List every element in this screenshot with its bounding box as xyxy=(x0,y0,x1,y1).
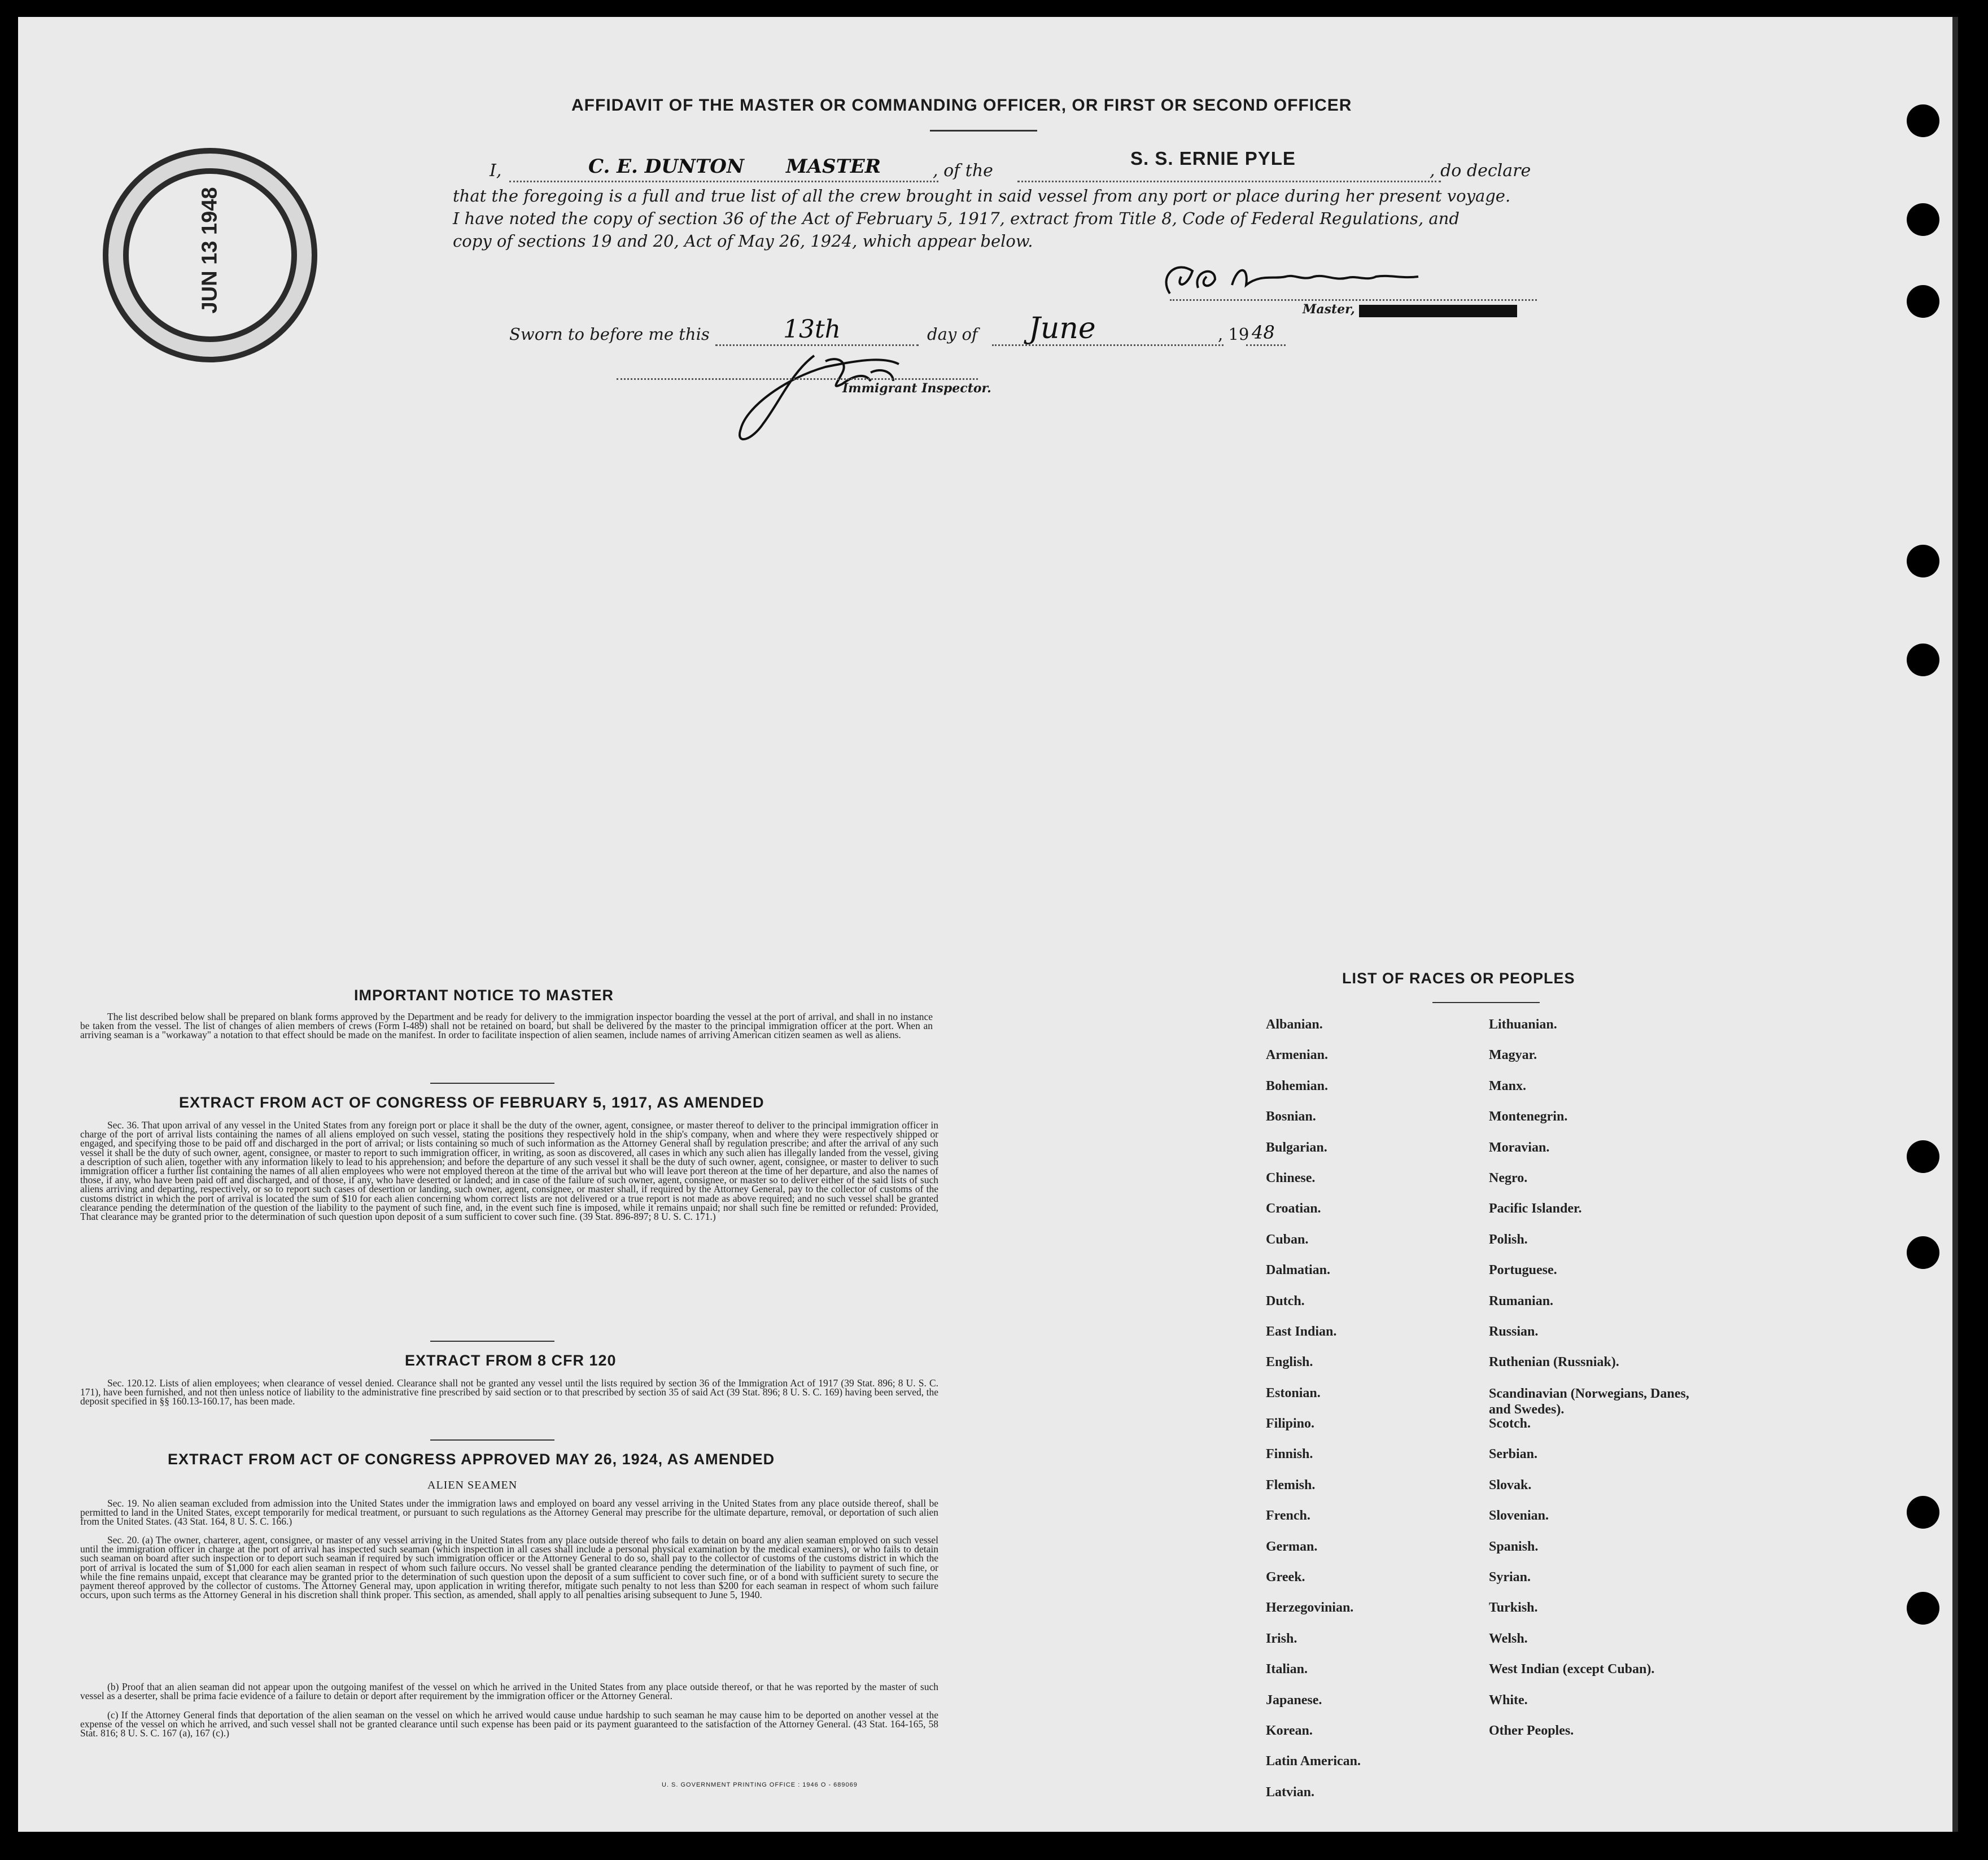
section-rule xyxy=(430,1439,554,1441)
do-declare-label: , do declare xyxy=(1430,161,1531,181)
signature-line xyxy=(1170,299,1537,301)
sworn-label: Sworn to before me this xyxy=(509,325,710,344)
race-item: White. xyxy=(1489,1692,1528,1708)
race-item: Italian. xyxy=(1266,1662,1308,1677)
race-item: Armenian. xyxy=(1266,1048,1328,1063)
of-the-label: , of the xyxy=(933,161,993,181)
race-item: Bosnian. xyxy=(1266,1109,1316,1124)
race-item: Spanish. xyxy=(1489,1539,1539,1554)
name-line xyxy=(509,181,938,182)
race-item: Bulgarian. xyxy=(1266,1140,1327,1155)
races-left-column xyxy=(1266,1017,1463,1815)
race-item: Flemish. xyxy=(1266,1477,1316,1493)
binder-hole xyxy=(1907,644,1939,676)
race-item: Slovak. xyxy=(1489,1477,1532,1493)
extract-1924-sec20b: (b) Proof that an alien seaman did not appear upon the outgoing manifest of the vessel on which he arrived in the United States from any place outside thereof, or that he was reported by the master of such vessel as a deserter, shall be prima facie evidence of a failure to detain or deport after requirement by the immigration officer or the Attorney General. xyxy=(80,1681,938,1702)
year-value: 48 xyxy=(1252,322,1275,343)
extract-8cfr-title: EXTRACT FROM 8 CFR 120 xyxy=(405,1352,617,1369)
extract-1924-sec20c: (c) If the Attorney General finds that deportation of the alien seaman on the vessel on which he arrived would cause undue hardship to such seaman he may cause him to be deported on another vessel at the expense of the vessel on which he arrived, and such vessel shall not be granted clearance until such expense has been paid or its payment guaranteed to the satisfaction of the Attorney General. (43 Stat. 164-165, 58 Stat. 816; 8 U. S. C. 167 (a), 167 (c).) xyxy=(80,1709,938,1739)
race-item: Croatian. xyxy=(1266,1201,1321,1216)
year-line xyxy=(1246,344,1286,346)
race-item: Negro. xyxy=(1489,1170,1528,1185)
section-rule xyxy=(430,1083,554,1084)
extract-1917-body: Sec. 36. That upon arrival of any vessel in the United States from any foreign port or place it shall be the duty of the owner, agent, consignee, or master thereof to deliver to the principal immigration officer in charge of the port of arrival lists containing the names of all aliens employed on such vessel, stating the positions they respectively hold in the ship's company, when and where they were respectively shipped or engaged, and specifying those to be paid off and discharged in the port of arrival; or lists containing so much of such information as the Attorney General shall by regulation prescribe; and after the arrival of any such vessel it shall be the duty of such owner, agent, consignee, or master to report to such immigration officer, in writing, as soon as discovered, all cases in which any such alien has illegally landed from the vessel, giving a description of such alien, together with any information likely to lead to his apprehension; and before the departure of any such vessel it shall be the duty of such owner, agent, consignee, or master to deliver to such immigration officer a further list containing the names of all alien employees who were not employed thereon at the time of the arrival but who will leave port thereon at the time of her departure, and also the names of those, if any, who have been paid off and discharged, and of those, if any, who have deserted or landed; and in case of the failure of such owner, agent, consignee, or master so to deliver either of the said lists of such aliens arriving and departing, respectively, or so to report such cases of desertion or landing, such owner, agent, consignee, or master shall, if required by the Attorney General, pay to the collector of customs of the customs district in which the port of arrival is located the sum of $10 for each alien concerning whom correct lists are not delivered or a true report is not made as above required; and no such vessel shall be granted clearance pending the determination of the question of the liability to the payment of such fine, and, in the event such fine is imposed, while it remains unpaid; nor shall such fine be remitted or refunded: Provided, That clearance may be granted prior to the determination of such question upon deposit of a sum sufficient to cover such fine. (39 Stat. 896-897; 8 U. S. C. 171.) xyxy=(80,1119,938,1223)
printing-office-footer: U. S. GOVERNMENT PRINTING OFFICE : 1946 O - 689069 xyxy=(662,1782,858,1788)
title-rule xyxy=(930,130,1037,132)
race-item: Bohemian. xyxy=(1266,1078,1329,1093)
race-item: Ruthenian (Russniak). xyxy=(1489,1355,1619,1370)
race-item: German. xyxy=(1266,1539,1318,1554)
affidavit-line-2: that the foregoing is a full and true list of all the crew brought in said vessel from any port or place during her present voyage. xyxy=(453,186,1511,205)
race-item: Scotch. xyxy=(1489,1416,1531,1432)
race-item: Latvian. xyxy=(1266,1784,1315,1800)
binder-hole xyxy=(1907,285,1939,318)
race-item: Scandinavian (Norwegians, Danes, and Swedes). xyxy=(1489,1386,1689,1417)
affidavit-title: AFFIDAVIT OF THE MASTER OR COMMANDING OFFICER, OR FIRST OR SECOND OFFICER xyxy=(571,96,1352,115)
affidavit-i-label: I, xyxy=(490,161,502,181)
inspector-line xyxy=(617,378,978,380)
race-item: Japanese. xyxy=(1266,1692,1322,1708)
race-item: Irish. xyxy=(1266,1631,1297,1646)
race-item: East Indian. xyxy=(1266,1324,1337,1339)
binder-hole xyxy=(1907,1496,1939,1529)
race-item: Moravian. xyxy=(1489,1140,1550,1155)
race-item: Pacific Islander. xyxy=(1489,1201,1582,1216)
binder-hole xyxy=(1907,1140,1939,1173)
race-item: Latin American. xyxy=(1266,1754,1361,1769)
binder-hole xyxy=(1907,1592,1939,1625)
extract-8cfr-body: Sec. 120.12. Lists of alien employees; when clearance of vessel denied. Clearance shall not be granted any vessel until the lists required by section 36 of the Immigration Act of 1917 (39 Stat. 896; 8 U. S. C. 171), have been furnished, and not then unless notice of liability to the administrative fine prescribed by said section or to that prescribed by section 35 of said Act (39 Stat. 896; 8 U. S. C. 169) having been served, the deposit specified in §§ 160.13-160.17, has been made. xyxy=(80,1377,938,1407)
race-item: Herzegovinian. xyxy=(1266,1600,1354,1616)
master-label: Master, xyxy=(1303,302,1355,317)
race-item: Other Peoples. xyxy=(1489,1723,1574,1738)
race-item: Korean. xyxy=(1266,1723,1313,1738)
date-stamp xyxy=(103,148,317,362)
redaction-bar xyxy=(1359,305,1517,317)
extract-1924-sec20a: Sec. 20. (a) The owner, charterer, agent, consignee, or master of any vessel arriving in the United States from any place outside thereof who fails to detain on board any alien seaman employed on such vessel until the immigration officer in charge at the port of arrival has inspected such seaman (which inspection in all cases shall include a personal physical examination by the medical examiners), or who fails to detain such seaman on board after such inspection or to deport such seaman if required by such immigration officer or the Attorney General to do so, shall pay to the collector of customs of the customs district in which the port of arrival is located the sum of $1,000 for each alien seaman in respect of whom such failure occurs. No vessel shall be granted clearance pending the determination of the liability to payment of such fine, or while the fine remains unpaid, except that clearance may be granted prior to the determination of such question upon the deposit of a sum sufficient to cover such fine, or of a bond with sufficient surety to secure the payment thereof approved by the collector of customs. The Attorney General may, upon application in writing therefor, mitigate such penalty to not less than $200 for each seaman in respect of whom such failure occurs, upon such terms as the Attorney General in his discretion shall think proper. This section, as amended, shall apply to all penalties arising subsequent to June 5, 1940. xyxy=(80,1534,938,1601)
race-item: Russian. xyxy=(1489,1324,1539,1339)
race-item: Turkish. xyxy=(1489,1600,1538,1616)
race-item: Chinese. xyxy=(1266,1170,1316,1185)
race-item: Manx. xyxy=(1489,1078,1526,1093)
month-line xyxy=(992,344,1224,346)
extract-1924-title: EXTRACT FROM ACT OF CONGRESS APPROVED MAY 26, 1924, AS AMENDED xyxy=(168,1451,775,1468)
race-item: Finnish. xyxy=(1266,1447,1313,1462)
day-of-label: day of xyxy=(927,325,978,344)
race-item: Welsh. xyxy=(1489,1631,1528,1646)
affidavit-line-3: I have noted the copy of section 36 of the Act of February 5, 1917, extract from Title 8, Code of Federal Regulations, and xyxy=(453,209,1460,228)
race-item: Syrian. xyxy=(1489,1570,1531,1585)
race-item: Montenegrin. xyxy=(1489,1109,1568,1124)
section-rule xyxy=(430,1341,554,1342)
race-item: Serbian. xyxy=(1489,1447,1538,1462)
race-item: Dalmatian. xyxy=(1266,1263,1330,1278)
month-value: June xyxy=(1029,312,1096,345)
races-title: LIST OF RACES OR PEOPLES xyxy=(1342,970,1575,987)
vessel-name: S. S. ERNIE PYLE xyxy=(1130,148,1296,169)
race-item: Magyar. xyxy=(1489,1048,1537,1063)
race-item: Filipino. xyxy=(1266,1416,1315,1432)
race-item: French. xyxy=(1266,1508,1310,1524)
race-item: Albanian. xyxy=(1266,1017,1323,1032)
race-item: Rumanian. xyxy=(1489,1293,1554,1308)
day-value: 13th xyxy=(783,315,841,344)
races-rule xyxy=(1432,1002,1540,1003)
race-item: Slovenian. xyxy=(1489,1508,1549,1524)
notice-body: The list described below shall be prepared on blank forms approved by the Department and be ready for delivery to the immigration inspector boarding the vessel at the port of arrival, and shall in no instance be taken from the vessel. The list of changes of alien members of crews (Form I-489) shall not be retained on board, but shall be delivered by the master to the principal immigration officer at the port. When an arriving seaman is a "workaway" a notation to that effect should be made on the manifest. In order to facilitate inspection of alien seamen, include names of arriving American citizen seamen as well as aliens. xyxy=(80,1011,933,1041)
notice-title: IMPORTANT NOTICE TO MASTER xyxy=(354,987,614,1004)
vessel-line xyxy=(1017,181,1441,182)
race-item: Portuguese. xyxy=(1489,1263,1557,1278)
race-item: Cuban. xyxy=(1266,1232,1309,1247)
race-item: West Indian (except Cuban). xyxy=(1489,1662,1655,1677)
races-right-column xyxy=(1489,1017,1703,1754)
binder-hole xyxy=(1907,545,1939,577)
race-item: Lithuanian. xyxy=(1489,1017,1557,1032)
binder-hole xyxy=(1907,203,1939,236)
race-item: Dutch. xyxy=(1266,1293,1305,1308)
affidavit-line-4: copy of sections 19 and 20, Act of May 26, 1924, which appear below. xyxy=(453,231,1033,251)
race-item: Estonian. xyxy=(1266,1385,1321,1401)
stamp-text: JUN 13 1948 xyxy=(198,187,222,314)
race-item: Polish. xyxy=(1489,1232,1528,1247)
race-item: English. xyxy=(1266,1355,1313,1370)
inspector-signature xyxy=(713,339,972,454)
race-item: Greek. xyxy=(1266,1570,1305,1585)
extract-1924-sec19: Sec. 19. No alien seaman excluded from admission into the United States under the immigration laws and employed on board any vessel arriving in the United States from any place outside thereof, shall be permitted to land in the United States, except temporarily for medical treatment, or pursuant to such regulations as the Attorney General may prescribe for the ultimate departure, removal, or deportation of such alien from the United States. (43 Stat. 164, 8 U. S. C. 166.) xyxy=(80,1498,938,1528)
inspector-label: Immigrant Inspector. xyxy=(842,381,991,396)
extract-1917-title: EXTRACT FROM ACT OF CONGRESS OF FEBRUARY 5, 1917, AS AMENDED xyxy=(179,1094,764,1111)
document-page xyxy=(18,17,1958,1832)
extract-1924-subtitle: ALIEN SEAMEN xyxy=(427,1479,518,1491)
binder-hole xyxy=(1907,104,1939,137)
master-signature-mark xyxy=(1153,254,1469,305)
year-prefix: , 19 xyxy=(1218,325,1249,344)
master-rank: MASTER xyxy=(786,155,881,178)
master-name: C. E. DUNTON xyxy=(588,155,744,178)
binder-hole xyxy=(1907,1236,1939,1269)
